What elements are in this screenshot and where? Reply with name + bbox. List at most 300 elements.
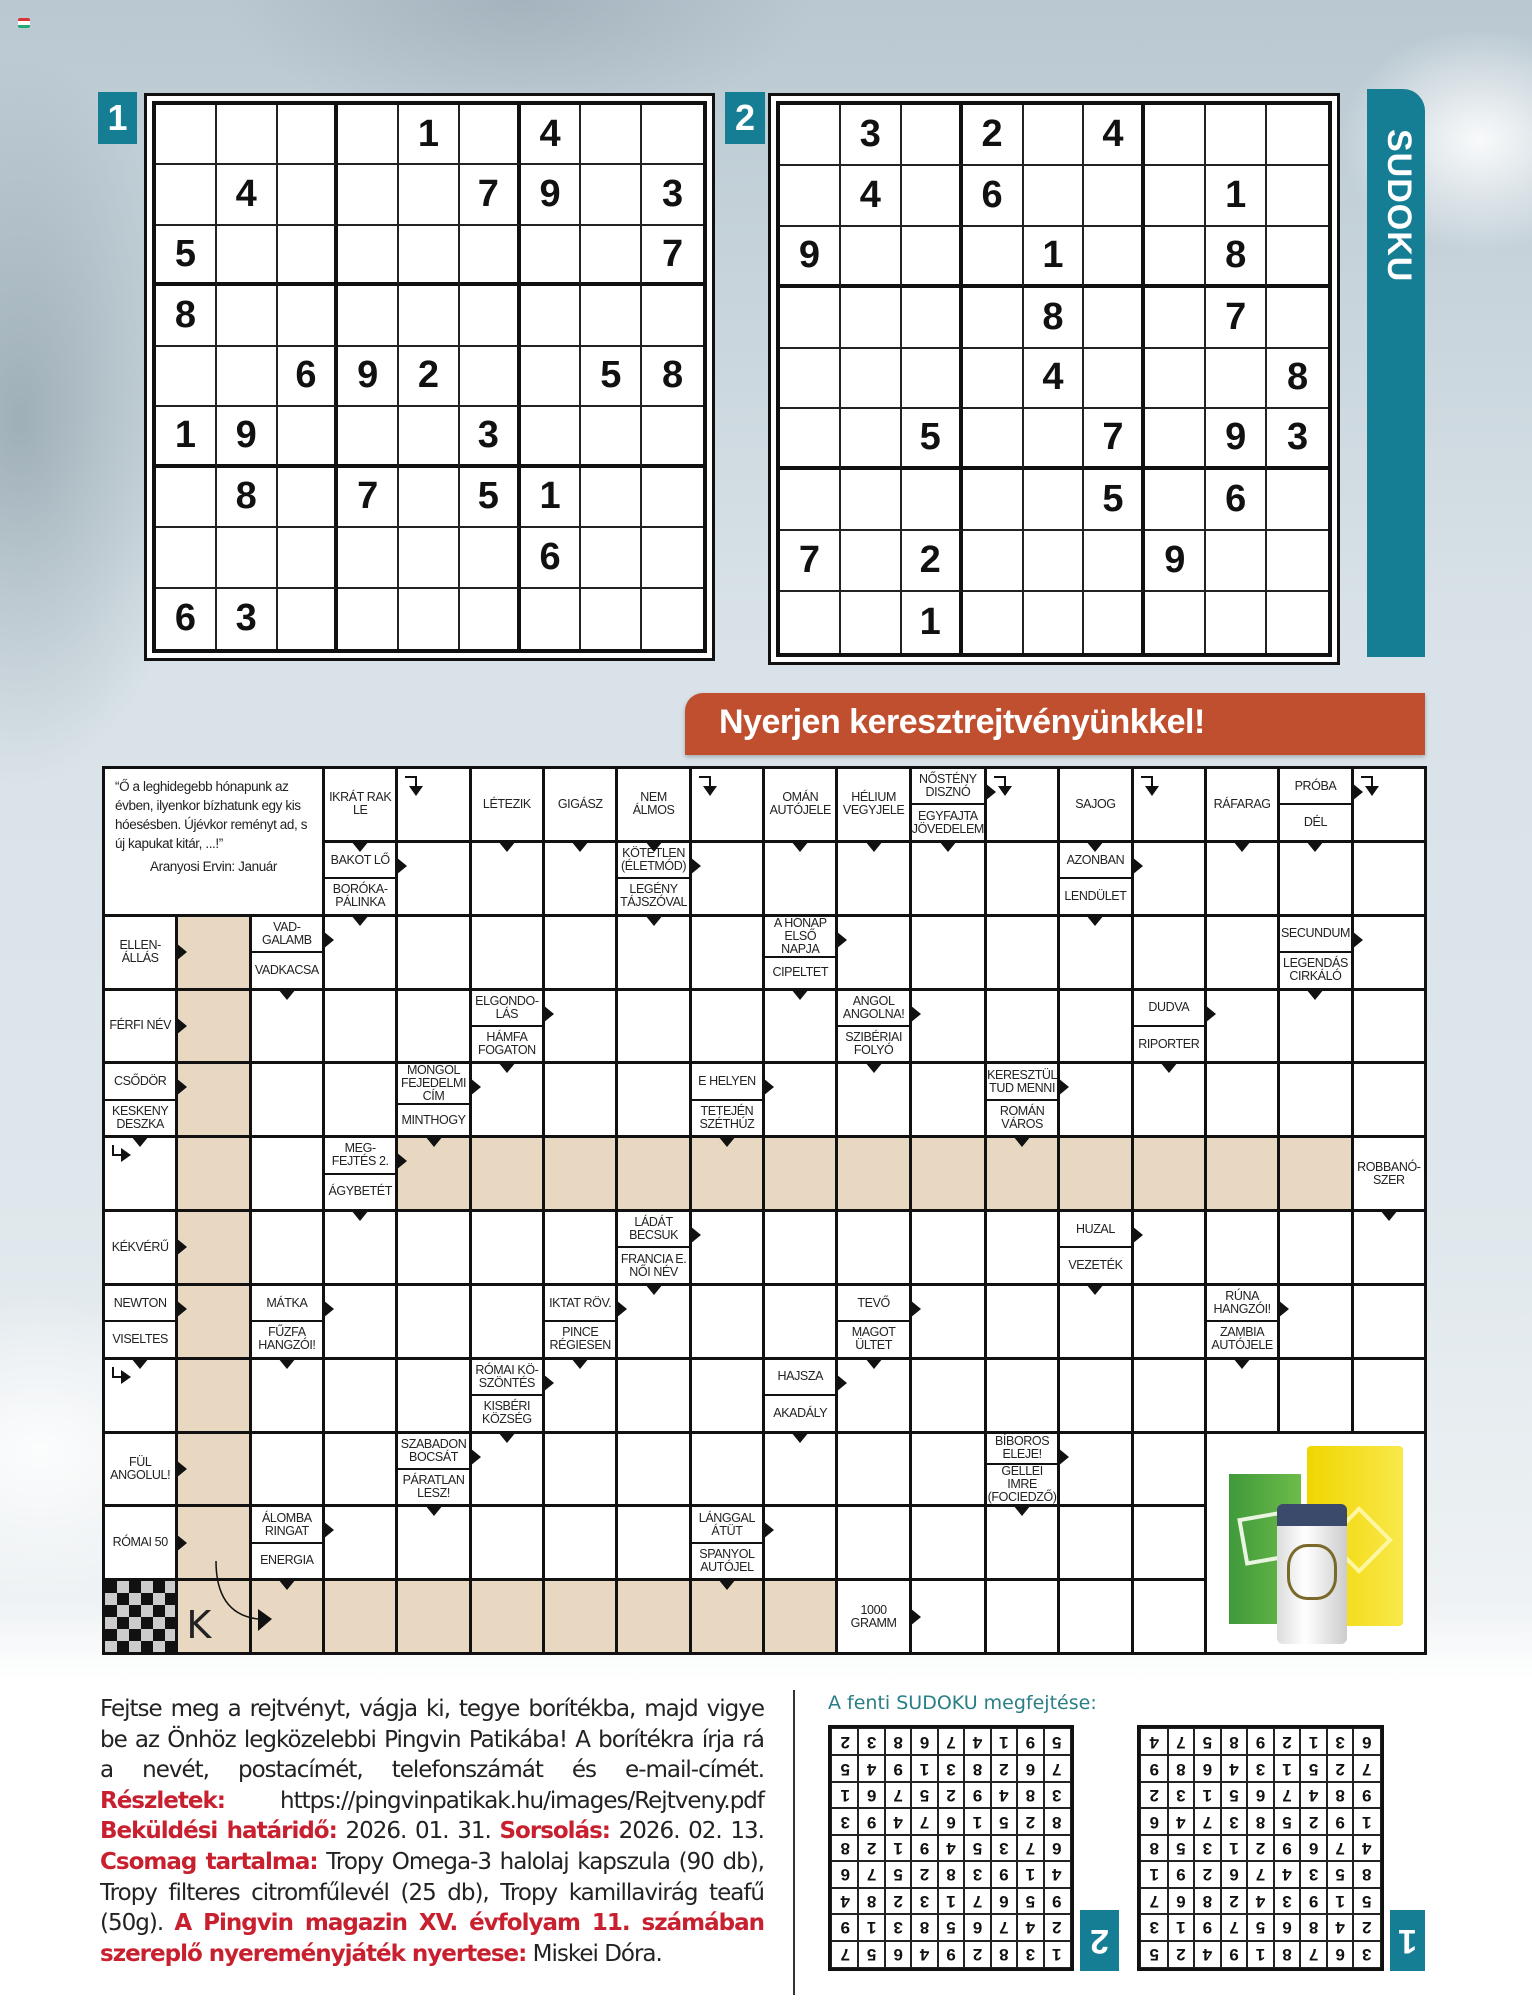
sudoku-cell[interactable]: 2: [963, 105, 1024, 166]
answer-cell[interactable]: [987, 917, 1057, 988]
answer-cell[interactable]: [1280, 843, 1350, 914]
sudoku-cell[interactable]: [841, 288, 902, 349]
sudoku-cell[interactable]: 3: [460, 407, 521, 467]
sudoku-cell[interactable]: 7: [1206, 288, 1267, 349]
sudoku-cell[interactable]: [1145, 105, 1206, 166]
sudoku-cell[interactable]: [780, 349, 841, 410]
answer-cell[interactable]: [545, 1507, 615, 1578]
answer-cell[interactable]: [1134, 917, 1204, 988]
answer-cell[interactable]: [325, 1507, 395, 1578]
sudoku-cell[interactable]: [338, 407, 399, 467]
sudoku-cell[interactable]: [902, 470, 963, 531]
answer-cell[interactable]: [618, 1507, 688, 1578]
sudoku-cell[interactable]: [156, 528, 217, 588]
sudoku-cell[interactable]: [278, 286, 339, 346]
answer-cell[interactable]: [1060, 991, 1130, 1062]
sudoku-cell[interactable]: [1084, 592, 1145, 653]
sudoku-cell[interactable]: [581, 528, 642, 588]
answer-cell[interactable]: [692, 991, 762, 1062]
sudoku-cell[interactable]: 6: [521, 528, 582, 588]
sudoku-cell[interactable]: [581, 226, 642, 286]
answer-cell[interactable]: [912, 1507, 984, 1578]
sudoku-cell[interactable]: [963, 409, 1024, 470]
answer-cell[interactable]: [765, 1286, 835, 1357]
sudoku-cell[interactable]: [841, 470, 902, 531]
solution-cell[interactable]: [398, 1138, 468, 1209]
sudoku-cell[interactable]: [1145, 227, 1206, 288]
answer-cell[interactable]: [912, 1286, 984, 1357]
sudoku-cell[interactable]: [902, 288, 963, 349]
sudoku-cell[interactable]: [1024, 409, 1085, 470]
sudoku-cell[interactable]: 6: [278, 347, 339, 407]
answer-cell[interactable]: [987, 769, 1057, 840]
answer-cell[interactable]: [398, 1507, 468, 1578]
answer-cell[interactable]: [1354, 1360, 1424, 1431]
solution-cell[interactable]: [987, 1138, 1057, 1209]
answer-cell[interactable]: [1354, 1212, 1424, 1283]
answer-cell[interactable]: [545, 1360, 615, 1431]
sudoku-cell[interactable]: [399, 589, 460, 649]
solution-cell[interactable]: [178, 1064, 248, 1135]
answer-cell[interactable]: [398, 843, 468, 914]
answer-cell[interactable]: [838, 1434, 908, 1505]
answer-cell[interactable]: [545, 1064, 615, 1135]
answer-cell[interactable]: [765, 1064, 835, 1135]
sudoku-cell[interactable]: [278, 528, 339, 588]
sudoku-cell[interactable]: [460, 105, 521, 165]
solution-cell[interactable]: [178, 1360, 248, 1431]
sudoku-cell[interactable]: [841, 531, 902, 592]
sudoku-cell[interactable]: [399, 286, 460, 346]
solution-cell[interactable]: [472, 1581, 542, 1652]
answer-cell[interactable]: [1134, 1507, 1204, 1578]
sudoku-cell[interactable]: 7: [1084, 409, 1145, 470]
sudoku-cell[interactable]: [521, 407, 582, 467]
sudoku-cell[interactable]: 9: [217, 407, 278, 467]
sudoku-cell[interactable]: [278, 105, 339, 165]
sudoku-cell[interactable]: 9: [521, 165, 582, 225]
sudoku-cell[interactable]: [521, 589, 582, 649]
answer-cell[interactable]: [252, 991, 322, 1062]
answer-cell[interactable]: [692, 843, 762, 914]
sudoku-cell[interactable]: [581, 468, 642, 528]
sudoku-cell[interactable]: 8: [1206, 227, 1267, 288]
answer-cell[interactable]: [912, 991, 984, 1062]
sudoku-cell[interactable]: [902, 227, 963, 288]
sudoku-cell[interactable]: 1: [1024, 227, 1085, 288]
answer-cell[interactable]: [692, 769, 762, 840]
sudoku-cell[interactable]: 4: [841, 166, 902, 227]
answer-cell[interactable]: [618, 917, 688, 988]
answer-cell[interactable]: [1060, 917, 1130, 988]
sudoku-cell[interactable]: [1206, 105, 1267, 166]
answer-cell[interactable]: [545, 991, 615, 1062]
sudoku-cell[interactable]: 4: [1084, 105, 1145, 166]
sudoku-cell[interactable]: [278, 468, 339, 528]
sudoku-cell[interactable]: [581, 286, 642, 346]
sudoku-cell[interactable]: [963, 592, 1024, 653]
answer-cell[interactable]: [692, 1212, 762, 1283]
solution-cell[interactable]: [618, 1581, 688, 1652]
sudoku-cell[interactable]: 9: [780, 227, 841, 288]
solution-cell[interactable]: [765, 1138, 835, 1209]
sudoku-cell[interactable]: 6: [156, 589, 217, 649]
answer-cell[interactable]: [912, 917, 984, 988]
answer-cell[interactable]: [618, 991, 688, 1062]
answer-cell[interactable]: [325, 991, 395, 1062]
answer-cell[interactable]: [1060, 1064, 1130, 1135]
sudoku-cell[interactable]: 7: [338, 468, 399, 528]
answer-cell[interactable]: [325, 1212, 395, 1283]
answer-cell[interactable]: [398, 769, 468, 840]
answer-cell[interactable]: [1354, 991, 1424, 1062]
solution-cell[interactable]: [765, 1581, 835, 1652]
answer-cell[interactable]: [1060, 1286, 1130, 1357]
sudoku-cell[interactable]: [338, 286, 399, 346]
solution-cell[interactable]: [325, 1581, 395, 1652]
answer-cell[interactable]: [1354, 1064, 1424, 1135]
sudoku-cell[interactable]: 5: [581, 347, 642, 407]
sudoku-cell[interactable]: [399, 226, 460, 286]
solution-cell[interactable]: [178, 991, 248, 1062]
answer-cell[interactable]: [618, 1286, 688, 1357]
sudoku-cell[interactable]: 8: [1267, 349, 1328, 410]
answer-cell[interactable]: [1207, 991, 1277, 1062]
sudoku-cell[interactable]: [338, 226, 399, 286]
sudoku-cell[interactable]: 3: [841, 105, 902, 166]
answer-cell[interactable]: [398, 1212, 468, 1283]
answer-cell[interactable]: [252, 1064, 322, 1135]
solution-cell[interactable]: [178, 1434, 248, 1505]
sudoku-cell[interactable]: [1084, 288, 1145, 349]
sudoku-cell[interactable]: [460, 589, 521, 649]
sudoku-cell[interactable]: [780, 470, 841, 531]
sudoku-cell[interactable]: [902, 166, 963, 227]
sudoku-cell[interactable]: 8: [1024, 288, 1085, 349]
answer-cell[interactable]: [838, 917, 908, 988]
solution-cell[interactable]: [1134, 1138, 1204, 1209]
sudoku-cell[interactable]: [1206, 531, 1267, 592]
sudoku-cell[interactable]: [460, 347, 521, 407]
answer-cell[interactable]: [1134, 1064, 1204, 1135]
sudoku-cell[interactable]: 7: [642, 226, 703, 286]
sudoku-cell[interactable]: [278, 589, 339, 649]
solution-cell[interactable]: [1207, 1138, 1277, 1209]
answer-cell[interactable]: [1280, 1212, 1350, 1283]
sudoku-cell[interactable]: [780, 105, 841, 166]
answer-cell[interactable]: [1280, 1064, 1350, 1135]
sudoku-cell[interactable]: [642, 105, 703, 165]
sudoku-cell[interactable]: 5: [902, 409, 963, 470]
solution-cell[interactable]: [692, 1138, 762, 1209]
answer-cell[interactable]: [472, 1507, 542, 1578]
sudoku-cell[interactable]: [338, 165, 399, 225]
sudoku-cell[interactable]: 1: [156, 407, 217, 467]
answer-cell[interactable]: [1207, 1064, 1277, 1135]
sudoku-cell[interactable]: [1267, 288, 1328, 349]
sudoku-cell[interactable]: [1267, 470, 1328, 531]
answer-cell[interactable]: [765, 1434, 835, 1505]
sudoku-cell[interactable]: [338, 528, 399, 588]
sudoku-cell[interactable]: [642, 468, 703, 528]
sudoku-cell[interactable]: [1024, 105, 1085, 166]
answer-cell[interactable]: [545, 917, 615, 988]
sudoku-cell[interactable]: [1206, 349, 1267, 410]
sudoku-cell[interactable]: [1024, 166, 1085, 227]
answer-cell[interactable]: [765, 991, 835, 1062]
answer-cell[interactable]: [1134, 1581, 1204, 1652]
answer-cell[interactable]: [252, 1138, 322, 1209]
sudoku-cell[interactable]: [1084, 531, 1145, 592]
answer-cell[interactable]: [1134, 1212, 1204, 1283]
sudoku-cell[interactable]: 5: [1084, 470, 1145, 531]
sudoku-cell[interactable]: [156, 105, 217, 165]
sudoku-cell[interactable]: [1084, 349, 1145, 410]
sudoku-cell[interactable]: [1206, 592, 1267, 653]
sudoku-cell[interactable]: [460, 226, 521, 286]
sudoku-cell[interactable]: [278, 407, 339, 467]
answer-cell[interactable]: [398, 1286, 468, 1357]
sudoku-cell[interactable]: [581, 105, 642, 165]
sudoku-cell[interactable]: [780, 592, 841, 653]
sudoku-cell[interactable]: [963, 349, 1024, 410]
answer-cell[interactable]: [987, 991, 1057, 1062]
sudoku-cell[interactable]: [963, 531, 1024, 592]
answer-cell[interactable]: [838, 1064, 908, 1135]
sudoku-cell[interactable]: [642, 589, 703, 649]
answer-cell[interactable]: [1207, 917, 1277, 988]
sudoku-cell[interactable]: [156, 165, 217, 225]
sudoku-cell[interactable]: [521, 226, 582, 286]
answer-cell[interactable]: [252, 1360, 322, 1431]
answer-cell[interactable]: [987, 1507, 1057, 1578]
answer-cell[interactable]: [838, 1360, 908, 1431]
solution-cell[interactable]: [912, 1138, 984, 1209]
sudoku-cell[interactable]: [217, 286, 278, 346]
answer-cell[interactable]: [765, 843, 835, 914]
sudoku-cell[interactable]: [1267, 166, 1328, 227]
sudoku-cell[interactable]: 8: [156, 286, 217, 346]
answer-cell[interactable]: [912, 1434, 984, 1505]
solution-cell[interactable]: [545, 1138, 615, 1209]
sudoku-cell[interactable]: [1024, 531, 1085, 592]
answer-cell[interactable]: [1354, 917, 1424, 988]
answer-cell[interactable]: [105, 1360, 175, 1431]
answer-cell[interactable]: [1354, 843, 1424, 914]
sudoku-cell[interactable]: 4: [1024, 349, 1085, 410]
sudoku-cell[interactable]: 1: [1206, 166, 1267, 227]
answer-cell[interactable]: [838, 1212, 908, 1283]
sudoku-cell[interactable]: [217, 105, 278, 165]
answer-cell[interactable]: [325, 1286, 395, 1357]
sudoku-cell[interactable]: [581, 407, 642, 467]
sudoku-cell[interactable]: [780, 166, 841, 227]
sudoku-cell[interactable]: [902, 105, 963, 166]
sudoku-cell[interactable]: [841, 349, 902, 410]
answer-cell[interactable]: [765, 1212, 835, 1283]
answer-cell[interactable]: [692, 1360, 762, 1431]
answer-cell[interactable]: [545, 1212, 615, 1283]
sudoku-cell[interactable]: [278, 226, 339, 286]
sudoku-cell[interactable]: [963, 470, 1024, 531]
sudoku-cell[interactable]: [642, 286, 703, 346]
sudoku-cell[interactable]: 3: [1267, 409, 1328, 470]
sudoku-cell[interactable]: [338, 105, 399, 165]
answer-cell[interactable]: [618, 1360, 688, 1431]
sudoku-cell[interactable]: 9: [1145, 531, 1206, 592]
answer-cell[interactable]: [1060, 1581, 1130, 1652]
answer-cell[interactable]: [472, 1212, 542, 1283]
solution-cell[interactable]: [618, 1138, 688, 1209]
sudoku-cell[interactable]: [399, 468, 460, 528]
answer-cell[interactable]: [838, 1507, 908, 1578]
sudoku-cell[interactable]: [217, 528, 278, 588]
sudoku-cell[interactable]: [399, 407, 460, 467]
sudoku-cell[interactable]: [217, 347, 278, 407]
sudoku-cell[interactable]: [521, 286, 582, 346]
sudoku-cell[interactable]: [1267, 105, 1328, 166]
answer-cell[interactable]: [912, 1064, 984, 1135]
answer-cell[interactable]: [472, 843, 542, 914]
sudoku-cell[interactable]: [1267, 227, 1328, 288]
answer-cell[interactable]: [472, 1064, 542, 1135]
answer-cell[interactable]: [987, 1360, 1057, 1431]
sudoku-cell[interactable]: [963, 227, 1024, 288]
solution-cell[interactable]: [178, 1212, 248, 1283]
answer-cell[interactable]: [1134, 1286, 1204, 1357]
answer-cell[interactable]: [545, 843, 615, 914]
answer-cell[interactable]: [325, 1360, 395, 1431]
answer-cell[interactable]: [472, 1434, 542, 1505]
sudoku-cell[interactable]: [581, 165, 642, 225]
sudoku-cell[interactable]: [399, 165, 460, 225]
answer-cell[interactable]: [252, 1212, 322, 1283]
sudoku-cell[interactable]: 8: [217, 468, 278, 528]
sudoku-cell[interactable]: [1145, 409, 1206, 470]
answer-cell[interactable]: [838, 843, 908, 914]
answer-cell[interactable]: [692, 1286, 762, 1357]
sudoku-cell[interactable]: 5: [156, 226, 217, 286]
sudoku-cell[interactable]: [521, 347, 582, 407]
answer-cell[interactable]: [472, 1286, 542, 1357]
sudoku-cell[interactable]: [1145, 288, 1206, 349]
sudoku-cell[interactable]: [460, 528, 521, 588]
solution-cell[interactable]: [838, 1138, 908, 1209]
answer-cell[interactable]: [1207, 1360, 1277, 1431]
solution-cell[interactable]: [692, 1581, 762, 1652]
answer-cell[interactable]: [692, 917, 762, 988]
sudoku-cell[interactable]: [1145, 470, 1206, 531]
answer-cell[interactable]: [1207, 1212, 1277, 1283]
solution-cell[interactable]: [1060, 1138, 1130, 1209]
answer-cell[interactable]: [1354, 769, 1424, 840]
answer-cell[interactable]: [987, 843, 1057, 914]
answer-cell[interactable]: [325, 917, 395, 988]
answer-cell[interactable]: [912, 1360, 984, 1431]
answer-cell[interactable]: [325, 1434, 395, 1505]
answer-cell[interactable]: [912, 843, 984, 914]
sudoku-cell[interactable]: [780, 409, 841, 470]
sudoku-cell[interactable]: 9: [338, 347, 399, 407]
sudoku-cell[interactable]: [1084, 227, 1145, 288]
answer-cell[interactable]: [987, 1581, 1057, 1652]
sudoku-cell[interactable]: [902, 349, 963, 410]
sudoku-cell[interactable]: [1084, 166, 1145, 227]
answer-cell[interactable]: [1134, 1360, 1204, 1431]
sudoku-cell[interactable]: 1: [521, 468, 582, 528]
sudoku-cell[interactable]: [1145, 592, 1206, 653]
sudoku-cell[interactable]: [1145, 166, 1206, 227]
sudoku-cell[interactable]: [1267, 531, 1328, 592]
sudoku-cell[interactable]: [642, 407, 703, 467]
sudoku-cell[interactable]: [581, 589, 642, 649]
sudoku-cell[interactable]: [156, 347, 217, 407]
sudoku-cell[interactable]: [217, 226, 278, 286]
answer-cell[interactable]: [105, 1138, 175, 1209]
solution-cell[interactable]: [1280, 1138, 1350, 1209]
sudoku-cell[interactable]: 4: [521, 105, 582, 165]
sudoku-cell[interactable]: 2: [399, 347, 460, 407]
solution-cell[interactable]: [545, 1581, 615, 1652]
answer-cell[interactable]: [1280, 991, 1350, 1062]
sudoku-cell[interactable]: 1: [399, 105, 460, 165]
answer-cell[interactable]: [398, 917, 468, 988]
answer-cell[interactable]: [1354, 1286, 1424, 1357]
sudoku-cell[interactable]: 7: [780, 531, 841, 592]
sudoku-cell[interactable]: [460, 286, 521, 346]
sudoku-cell[interactable]: [399, 528, 460, 588]
answer-cell[interactable]: [1060, 1434, 1130, 1505]
sudoku-cell[interactable]: [338, 589, 399, 649]
sudoku-cell[interactable]: 4: [217, 165, 278, 225]
solution-cell[interactable]: [472, 1138, 542, 1209]
sudoku-cell[interactable]: 3: [642, 165, 703, 225]
sudoku-cell[interactable]: [841, 409, 902, 470]
answer-cell[interactable]: [545, 1434, 615, 1505]
sudoku-cell[interactable]: 2: [902, 531, 963, 592]
answer-cell[interactable]: [325, 1064, 395, 1135]
sudoku-cell[interactable]: 3: [217, 589, 278, 649]
sudoku-cell[interactable]: 9: [1206, 409, 1267, 470]
sudoku-cell[interactable]: [1024, 470, 1085, 531]
sudoku-cell[interactable]: [841, 227, 902, 288]
sudoku-cell[interactable]: 1: [902, 592, 963, 653]
solution-cell[interactable]: [178, 1138, 248, 1209]
sudoku-cell[interactable]: 8: [642, 347, 703, 407]
answer-cell[interactable]: [398, 1360, 468, 1431]
sudoku-cell[interactable]: [1024, 592, 1085, 653]
sudoku-cell[interactable]: 6: [1206, 470, 1267, 531]
solution-start-cell[interactable]: [178, 1581, 248, 1652]
sudoku-cell[interactable]: [278, 165, 339, 225]
sudoku-cell[interactable]: [841, 592, 902, 653]
sudoku-cell[interactable]: 6: [963, 166, 1024, 227]
sudoku-cell[interactable]: [1267, 592, 1328, 653]
answer-cell[interactable]: [692, 1434, 762, 1505]
answer-cell[interactable]: [1060, 1360, 1130, 1431]
answer-cell[interactable]: [618, 1064, 688, 1135]
answer-cell[interactable]: [1280, 1360, 1350, 1431]
answer-cell[interactable]: [1060, 1507, 1130, 1578]
answer-cell[interactable]: [987, 1212, 1057, 1283]
sudoku-cell[interactable]: [780, 288, 841, 349]
answer-cell[interactable]: [987, 1286, 1057, 1357]
sudoku-cell[interactable]: [963, 288, 1024, 349]
answer-cell[interactable]: [1134, 769, 1204, 840]
answer-cell[interactable]: [1134, 1434, 1204, 1505]
answer-cell[interactable]: [912, 1581, 984, 1652]
answer-cell[interactable]: [912, 1212, 984, 1283]
